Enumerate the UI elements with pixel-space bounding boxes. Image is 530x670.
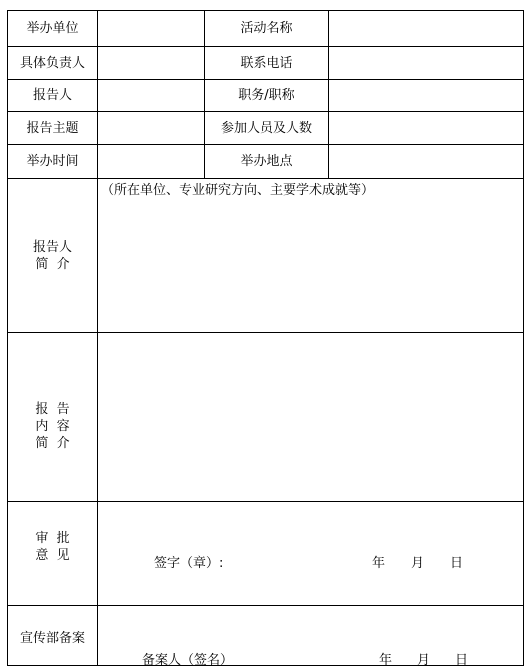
report-content-label-line1: 报 告 [35,401,70,417]
person-in-charge-value[interactable] [98,47,204,79]
contact-phone-value[interactable] [329,47,523,79]
report-content-label [8,333,97,501]
approval-month-label: 月 [411,556,425,571]
approval-year-label: 年 [372,556,386,571]
report-content-label-line3: 简 介 [35,435,70,451]
approval-label-line2: 意 见 [35,547,70,563]
organizer-label: 举办单位 [26,21,79,36]
person-in-charge-label: 具体负责人 [19,55,85,71]
approval-signature-label: 签字（章）: [154,556,224,571]
report-content-input-area[interactable] [98,333,523,501]
organizer-value[interactable] [98,11,204,46]
speaker-value[interactable] [98,80,204,111]
approval-day-label: 日 [450,556,464,571]
speaker-intro-input-area[interactable] [98,197,523,331]
speaker-label: 报告人 [32,88,72,103]
speaker-intro-hint: （所在单位、专业研究方向、主要学术成就等） [101,183,375,198]
approval-label [8,502,97,605]
participants-label: 参加人员及人数 [220,120,312,136]
time-value[interactable] [98,145,204,178]
contact-phone-label: 联系电话 [240,55,293,71]
position-title-label: 职务/职称 [238,88,295,103]
activity-name-value[interactable] [329,11,523,46]
time-label: 举办时间 [26,154,79,169]
activity-name-label: 活动名称 [240,21,293,36]
speaker-intro-label [8,179,97,332]
filing-label: 宣传部备案 [19,631,85,646]
filing-month-label: 月 [417,653,431,668]
report-topic-label: 报告主题 [26,120,79,136]
report-topic-value[interactable] [98,112,204,144]
speaker-intro-label-line1: 报告人 [32,239,72,255]
application-form-table [7,10,524,666]
venue-value[interactable] [329,145,523,178]
approval-label-line1: 审 批 [35,530,70,546]
filing-filer-label: 备案人（签名） [142,653,234,668]
report-content-label-line2: 内 容 [35,418,70,434]
venue-label: 举办地点 [240,154,293,169]
participants-value[interactable] [329,112,523,144]
filing-day-label: 日 [455,653,469,668]
position-title-value[interactable] [329,80,523,111]
speaker-intro-label-line2: 简 介 [35,256,70,272]
filing-year-label: 年 [379,653,393,668]
